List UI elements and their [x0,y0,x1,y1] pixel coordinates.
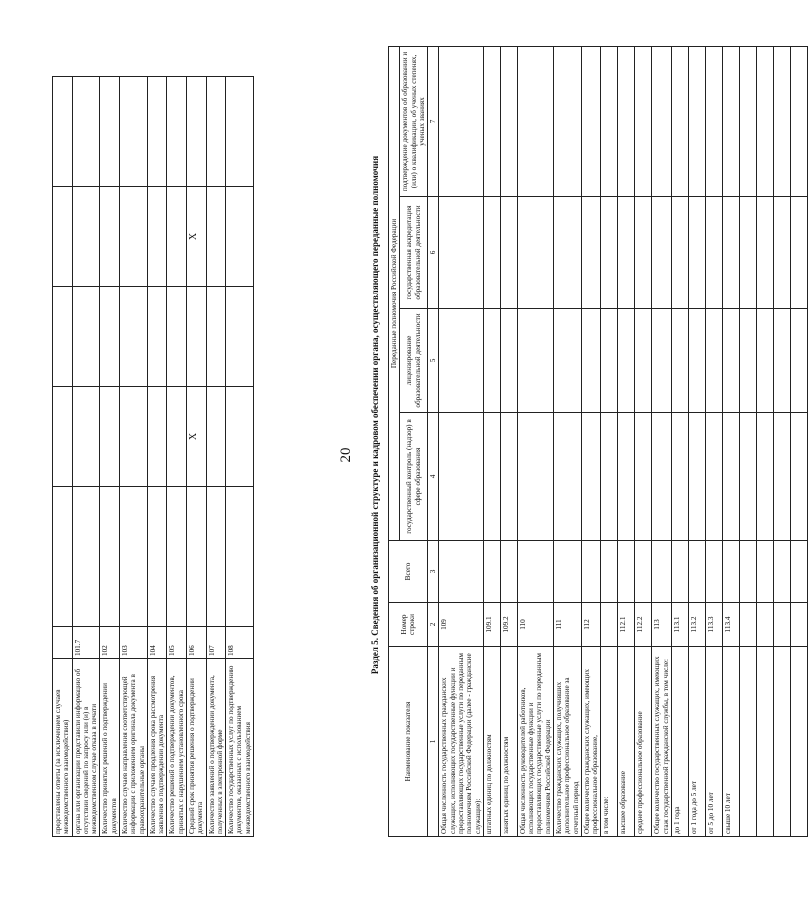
table-row [722,46,739,836]
row-name: представлены ответы (за исключением случаев межведомственного взаимодействия) [53,659,73,837]
table-row [500,46,517,836]
row-name [739,647,756,837]
row-name [773,647,790,837]
row-code: 101.7 [72,627,100,659]
row-name: Количество гражданских служащих, получивших дополнительное профессиональное образование за отчетный период [553,647,581,837]
row-name: до 1 года [671,647,688,837]
row-code: 113 [652,603,672,647]
row-name: Количество решений о подтверждении документов, принятых с нарушением установленного срока [167,659,187,837]
table-row [773,46,790,836]
row-code: 111 [553,603,581,647]
row-code: 113.3 [705,603,722,647]
table-row [790,46,807,836]
row-name: Количество принятых решений о подтверждении документов [100,659,120,837]
upper-table [52,76,254,837]
row-name: Общее количество государственных служащих, имеющих стаж государственной гражданской службы, в том числе: [652,647,672,837]
table-row [53,77,73,837]
column-number: 6 [428,197,439,309]
column-number: 2 [428,603,439,647]
row-name: высшее образование [618,647,635,837]
row-name: органа или организации представили информацию об отсутствии сведений по запросу или (и) в межведомственном случае отказа в печати [72,659,100,837]
table-row [671,46,688,836]
column-group-header: Переданные полномочия Российской Федерации [389,46,400,540]
row-code [739,603,756,647]
row-name: Количество государственных услуг по подтверждению документов, оказанных с использованием межведомственного взаимодействия [226,659,254,837]
page-number: 20 [338,447,354,463]
table-row [100,77,120,837]
row-name: Количество заявлений о подтверждении документа, полученных в электронной форме [206,659,226,837]
row-name: занятых единиц по должностям [500,647,517,837]
row-name [790,647,807,837]
column-header: государственная аккредитация образовательной деятельности [400,197,428,309]
table-row [601,46,618,836]
row-code: 113.4 [722,603,739,647]
row-name: Общая численность государственных гражданских служащих, исполняющих государственные функции и предоставляющих государственные услуги по переданным полномочиям Российской Федерации (далее - гражданские служащие): [439,647,483,837]
column-number: 5 [428,309,439,413]
row-name: от 1 года до 5 лет [688,647,705,837]
table-row [517,46,553,836]
row-code [601,603,618,647]
table-row [618,46,635,836]
row-code: 108 [226,627,254,659]
column-header: Всего [389,541,428,603]
row-code: 113.1 [671,603,688,647]
column-number: 1 [428,647,439,837]
row-code: 107 [206,627,226,659]
column-header: подтверждение документов об образовании и (или) о квалификации, об ученых степенях, ученых званиях [400,46,428,196]
row-code [773,603,790,647]
row-name: Общее количество гражданских служащих, имеющих профессиональное образование, [581,647,601,837]
row-code: 113.2 [688,603,705,647]
row-name: Количество случаев продления срока рассмотрения заявления о подтверждении документа [147,659,167,837]
table-row [206,77,226,837]
row-code [756,603,773,647]
row-code: 105 [167,627,187,659]
table-row [756,46,773,836]
table-row [688,46,705,836]
table-row [167,77,187,837]
row-code: 112.1 [618,603,635,647]
table-row [635,46,652,836]
table-row [147,77,167,837]
table-row [705,46,722,836]
table-row [553,46,581,836]
column-header: лицензирование образовательной деятельности [400,309,428,413]
table-row [483,46,500,836]
row-name: от 5 до 10 лет [705,647,722,837]
cross-mark: X [186,187,206,287]
table-row [119,77,147,837]
section5-table [388,46,808,837]
table-row [581,46,601,836]
row-code: 109 [439,603,483,647]
row-name: в том числе: [601,647,618,837]
row-code: 104 [147,627,167,659]
row-code: 106 [186,627,206,659]
section-title: Раздел 5. Сведения об организационной структуре и кадровом обеспечении органа, осуществляющего переданные полномочия [370,155,380,675]
table-row [72,77,100,837]
row-name: свыше 10 лет [722,647,739,837]
row-name [756,647,773,837]
row-code [53,627,73,659]
row-code: 110 [517,603,553,647]
table-row [439,46,483,836]
column-number: 4 [428,413,439,541]
table-row [186,77,206,837]
column-header: Номер строки [389,603,428,647]
column-header: государственный контроль (надзор) в сфере образования [400,413,428,541]
row-name: Общая численность руководителей работников, исполняющих государственные функции и предоставляющих государственные услуги по переданным полномочиям Российской Федерации [517,647,553,837]
row-code [790,603,807,647]
row-name: Средний срок принятия решения о подтверждении документа [186,659,206,837]
row-code: 112 [581,603,601,647]
row-name: штатных единиц по должностям [483,647,500,837]
table-row [652,46,672,836]
row-code: 112.2 [635,603,652,647]
cross-mark: X [186,387,206,487]
table-row [739,46,756,836]
row-code: 102 [100,627,120,659]
row-name: среднее профессиональное образование [635,647,652,837]
row-code: 109.1 [483,603,500,647]
column-header: Наименование показателя [389,647,428,837]
row-code: 103 [119,627,147,659]
table-row [226,77,254,837]
row-code: 109.2 [500,603,517,647]
column-number: 3 [428,541,439,603]
row-name: Количество случаев направления соответствующей информации с приложением оригинала документа в правоохранительные органы [119,659,147,837]
column-number: 7 [428,46,439,196]
